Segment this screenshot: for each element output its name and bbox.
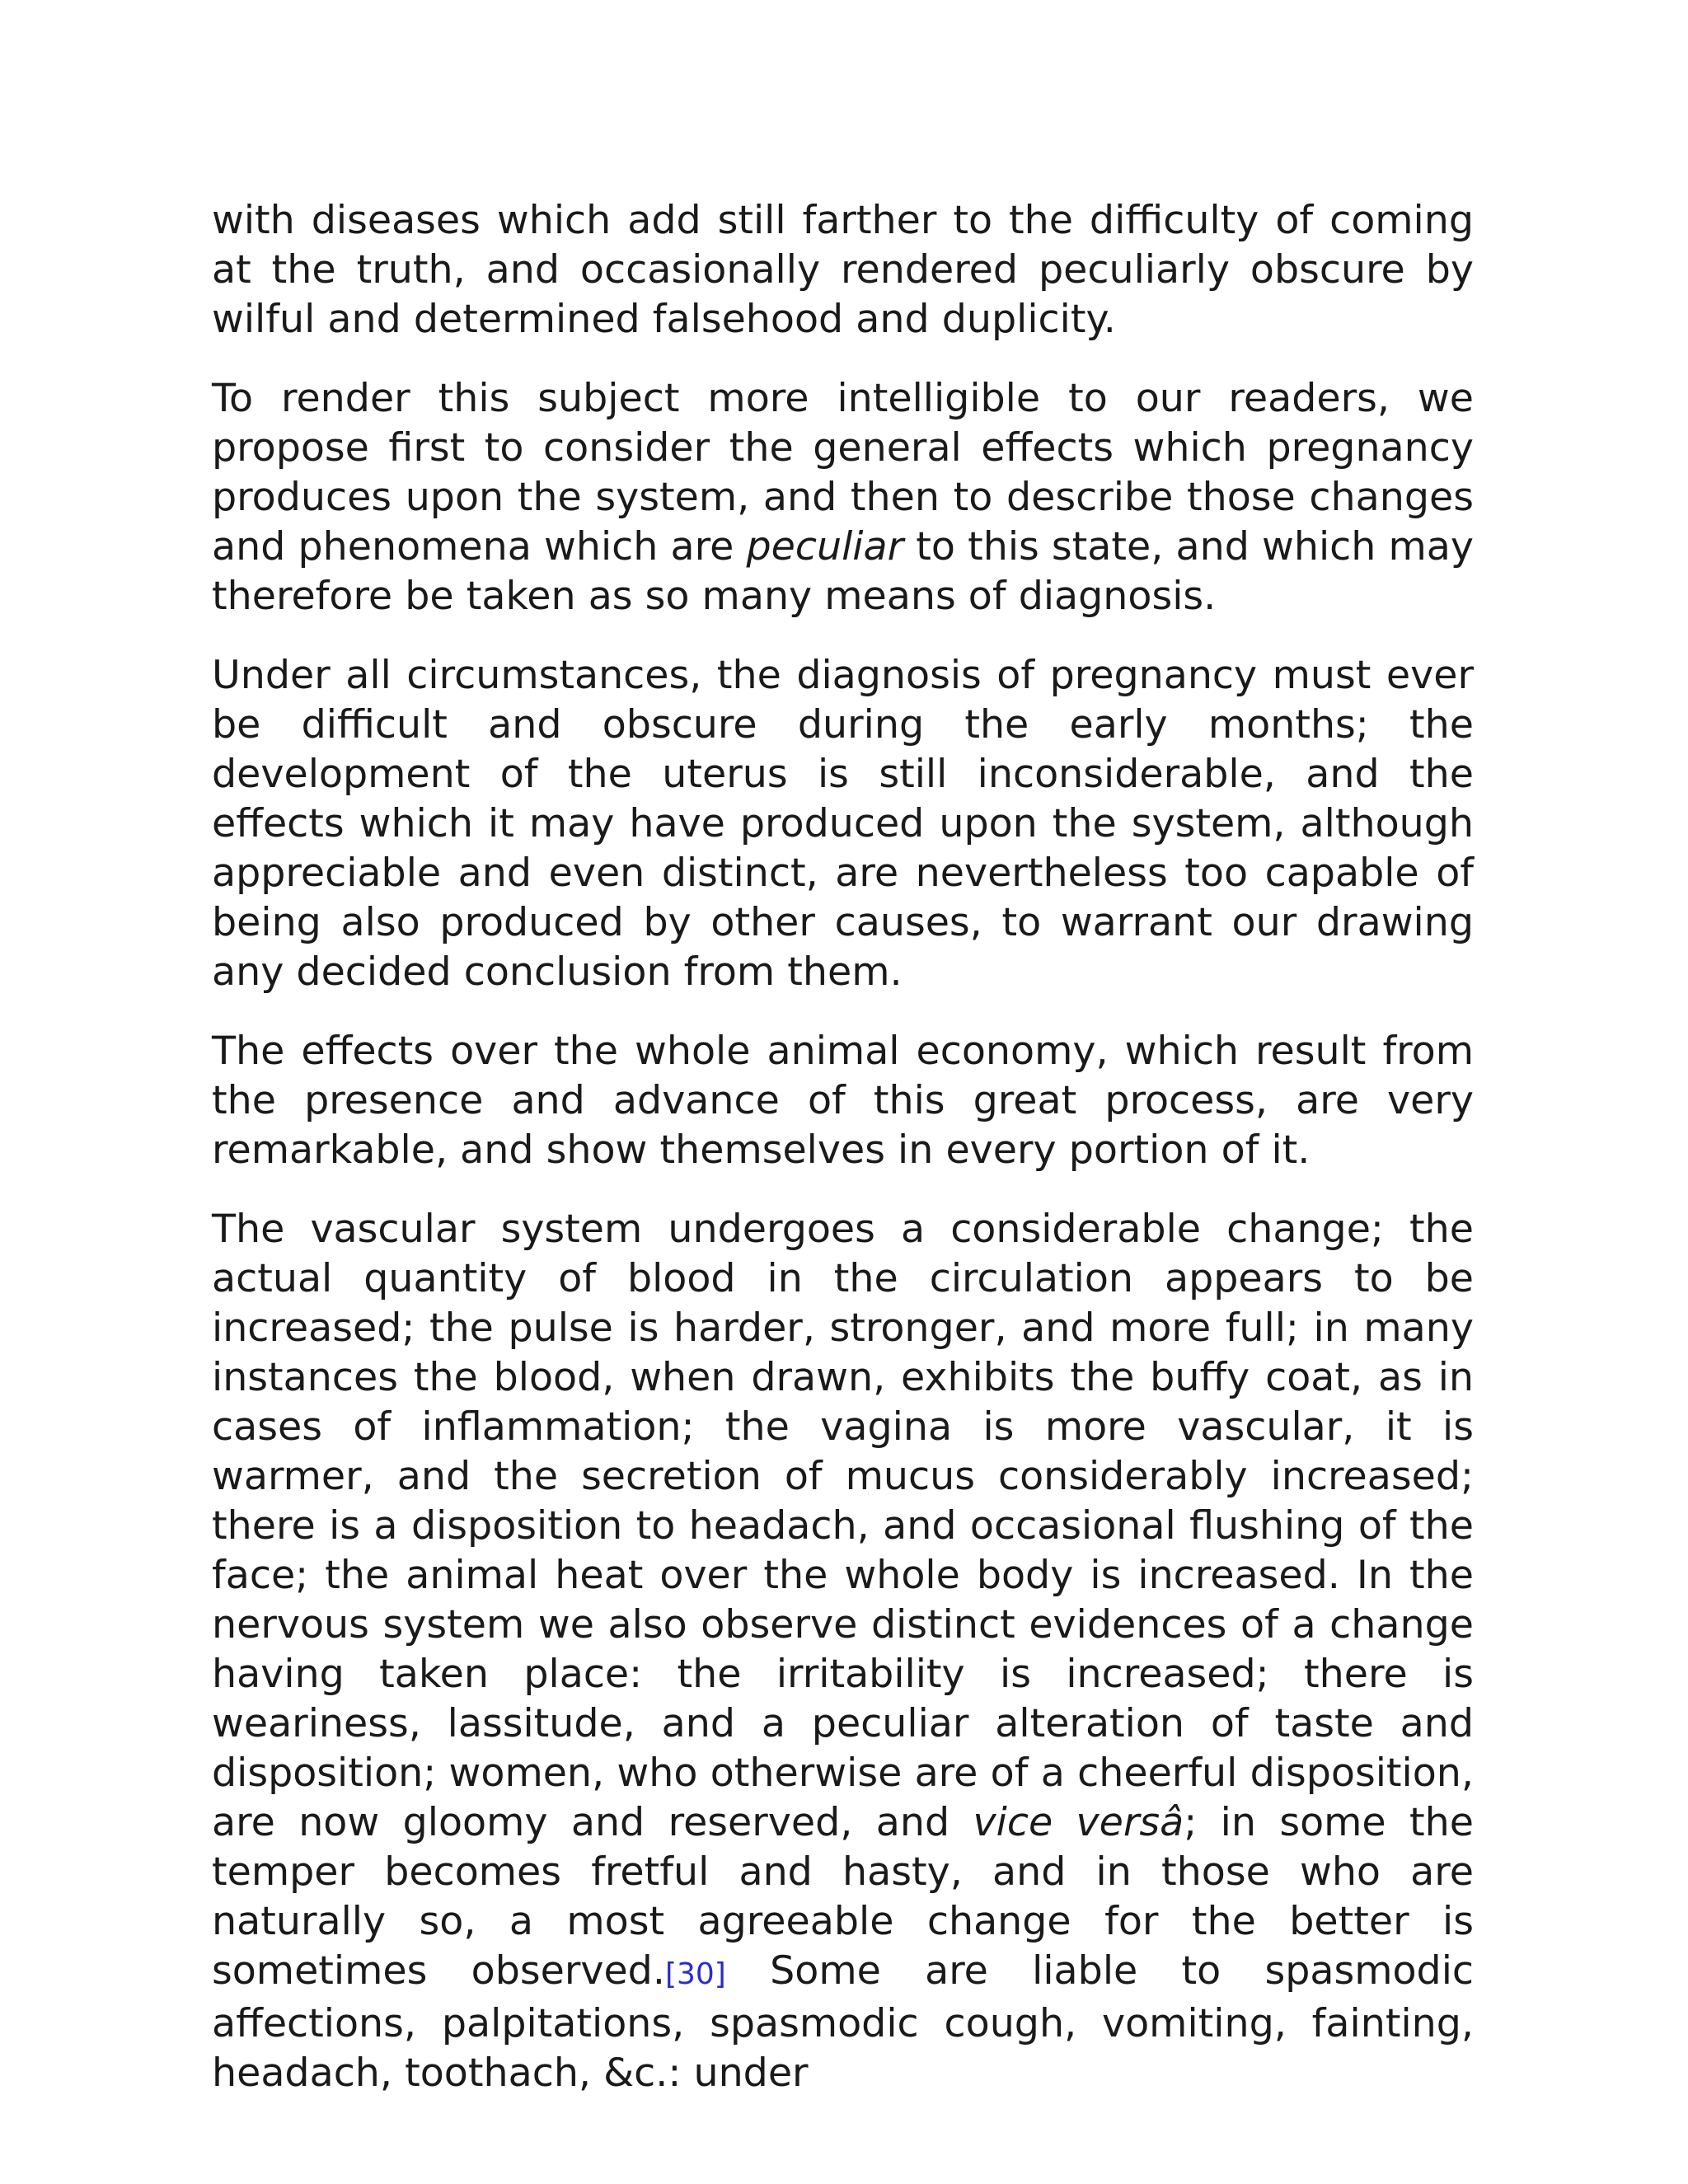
paragraph-3 [212, 651, 1474, 997]
text-run: to this state, and which may therefore be taken as so many means of diagnosis. [212, 524, 1474, 619]
italic-text-run: vice versâ [973, 1800, 1184, 1845]
document-page [212, 196, 1474, 2128]
paragraph-2 [212, 374, 1474, 621]
paragraph-1 [212, 196, 1474, 344]
text-run: ; in some the temper becomes fretful and hasty, and in those who are naturally so, a most agreeable change for the better is sometimes observed. [212, 1800, 1474, 1994]
text-run: Under all circumstances, the diagnosis of pregnancy must ever be difficult and obscure during the early months; the development of the uterus is still inconsiderable, and the effects which it may have produced upon the system, although appreciable and even distinct, are nevertheless too capable of being also produced by other causes, to warrant our drawing any decided conclusion from them. [212, 653, 1474, 995]
text-run: To render this subject more intelligible to our readers, we propose first to consider the general effects which pregnancy produces upon the system, and then to describe those changes and phenomena which are [212, 376, 1474, 569]
paragraph-4 [212, 1027, 1474, 1175]
text-run: with diseases which add still farther to the difficulty of coming at the truth, and occasionally rendered peculiarly obscure by wilful and determined falsehood and duplicity. [212, 198, 1474, 342]
text-run: The effects over the whole animal economy, which result from the presence and advance of this great process, are very remarkable, and show themselves in every portion of it. [212, 1029, 1474, 1173]
paragraph-5 [212, 1205, 1474, 2098]
footnote-link-30[interactable]: [30] [664, 1957, 726, 1991]
text-run: The vascular system undergoes a considerable change; the actual quantity of blood in the circulation appears to be increased; the pulse is harder, stronger, and more full; in many instances the blood, when drawn, exhibits the buffy coat, as in cases of inflammation; the vagina is more vascular, it is warmer, and the secretion of mucus considerably increased; there is a disposition to headach, and occasional flushing of the face; the animal heat over the whole body is increased. In the nervous system we also observe distinct evidences of a change having taken place: the irritability is increased; there is weariness, lassitude, and a peculiar alteration of taste and disposition; women, who otherwise are of a cheerful disposition, are now gloomy and reserved, and [212, 1207, 1474, 1845]
italic-text-run: peculiar [746, 524, 904, 569]
text-run: Some are liable to spasmodic affections, palpitations, spasmodic cough, vomiting, fainting, headach, toothach, &c.: under [212, 1948, 1475, 2096]
